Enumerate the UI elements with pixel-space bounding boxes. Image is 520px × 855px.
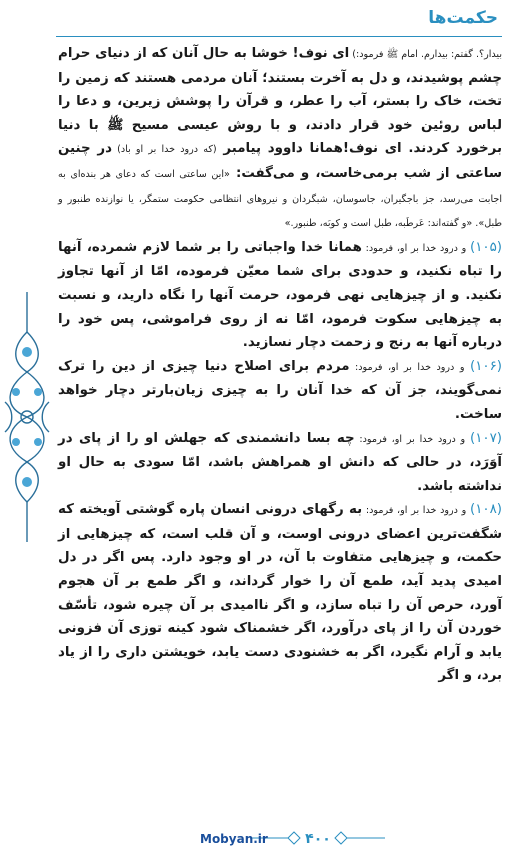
saying-attribution: و درود خدا بر او، فرمود:: [354, 433, 470, 445]
intro-paragraph: [58, 42, 502, 236]
saying-paragraph: [58, 427, 502, 499]
saying-number: (۱۰۵): [469, 239, 502, 255]
main-text: [58, 42, 502, 688]
header-divider: [56, 36, 502, 37]
page-header-title: حکمت‌ها: [428, 8, 498, 28]
intro-small-text: بیدار؟. گفتم: بیدارم. امام ﷺ فرمود:): [349, 49, 502, 60]
saying-text: همانا خدا واجباتی را بر شما لازم شمرده، آنها را تباه نکنید، و حدودی برای شما معیّن فرموده، امّا از آنها تجاوز نکنید. و از چیزهایی نهی فرمود، حرمت آنها را نگاه دارید، و نسبت به چیزهایی سکوت فرمود، امّا نه از روی فراموشی، پس خود را درباره آنها به رنج و زحمت دچار نسازید.: [58, 239, 502, 351]
saying-number: (۱۰۸): [469, 502, 502, 518]
saying-text: به رگهای درونی انسان پاره گوشتی آویخته که شگفت‌ترین اعضای درونی اوست، و آن قلب است، که چیزهایی از حکمت، و چیزهایی متفاوت با آن، در او وجود دارد. پس اگر در دل امیدی پدید آید، طمع آن را خوار گرداند، و اگر طمع بر آن هجوم آورد، حرص آن را تباه سازد، و اگر ناامیدی بر آن چیره شود، تأسّف خوردن آن را از پای درآورد، اگر خشمناک شود کینه توزی آن فزونی یابد و آرام نگیرد، اگر به خشنودی دست یابد، خویشتن داری را از یاد برد، و اگر: [58, 502, 502, 684]
sayings-list: [58, 236, 502, 688]
saying-text: مردم برای اصلاح دنیا چیزی از دین را ترک نمی‌گویند، جز آن که خدا آنان را به چیزی زیان‌بارتر دچار خواهد ساخت.: [58, 358, 502, 422]
intro-small-text: «این ساعتی است که دعای هر بنده‌ای به اجابت می‌رسد، جز باجگیران، جاسوسان، شبگردان و نیروهای انتظامی حکومت ستمگر، یا نوازنده طنبور و طبل». «و گفته‌اند: عَرطَبه، طبل است و کوبَه، طنبور.»: [58, 168, 502, 230]
page-number: ۴۰۰: [305, 831, 331, 847]
intro-small-text: (که درود خدا بر او باد): [111, 144, 217, 156]
saying-number: (۱۰۷): [469, 430, 502, 446]
watermark: Mobyan.ir: [200, 832, 268, 846]
saying-paragraph: [58, 498, 502, 688]
saying-paragraph: [58, 355, 502, 427]
saying-attribution: و درود خدا بر او، فرمود:: [349, 361, 470, 373]
saying-paragraph: [58, 236, 502, 355]
saying-attribution: و درود خدا بر او، فرمود:: [361, 242, 470, 254]
side-ornament-icon: [2, 292, 52, 542]
saying-number: (۱۰۶): [469, 358, 503, 374]
saying-text: چه بسا دانشمندی که جهلش او را از پای در آوَرَد، در حالی که دانش او همراهش باشد، امّا سودی به حال او نداشته باشد.: [58, 430, 502, 494]
saying-attribution: و درود خدا بر او، فرمود:: [362, 505, 470, 517]
intro-text: ای نوف! خوشا به حال آنان که از دنیای حرام چشم پوشیدند، و دل به آخرت بستند؛ آنان مردمی هستند که زمین را تخت، خاک را بستر، آب را عطر، و قرآن را پوشش زیرین، و دعا را لباس روئین خود قرار دادند، و با روش عیسی مسیح ﷺ با دنیا برخورد کردند. ای نوف!همانا داوود پیامبر: [58, 46, 502, 157]
intro-text: در چنین ساعتی از شب برمی‌خاست، و می‌گفت:: [58, 141, 502, 181]
